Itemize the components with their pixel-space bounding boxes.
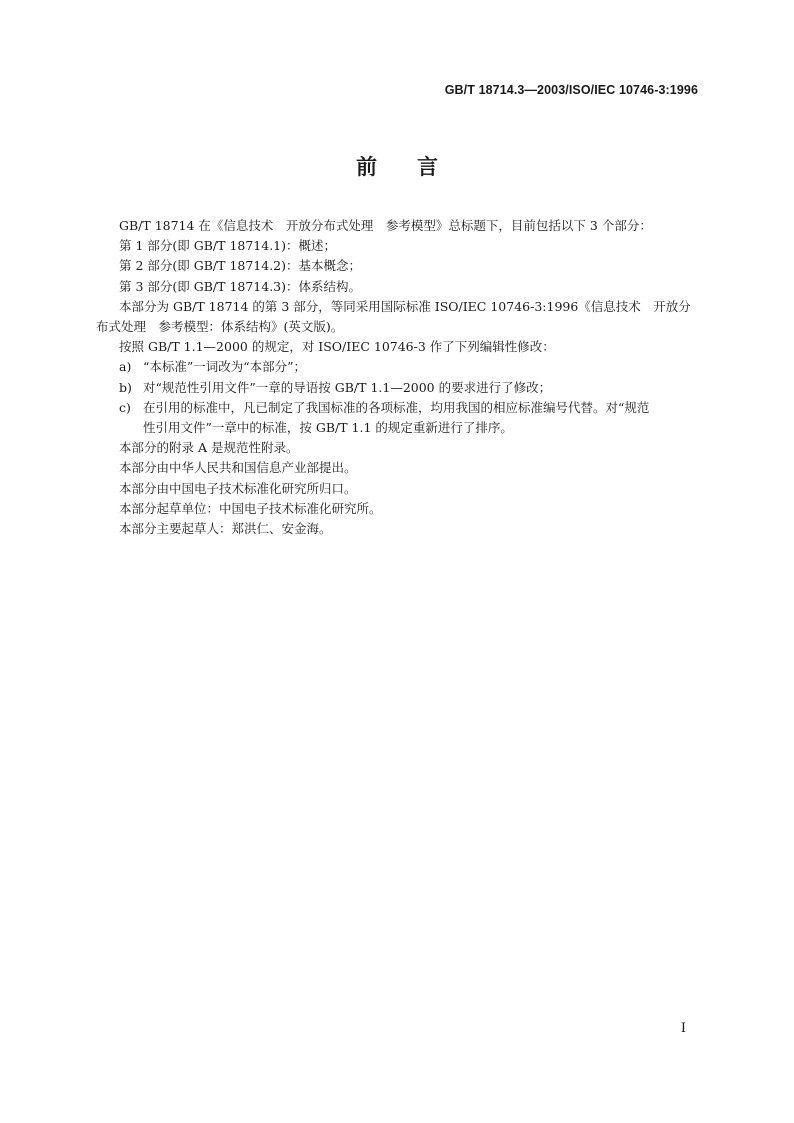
list-item-text: “本标准”一词改为“本部分”； bbox=[143, 359, 307, 375]
paragraph-modifications-intro: 按照 GB/T 1.1—2000 的规定，对 ISO/IEC 10746-3 作了下列编辑性修改： bbox=[119, 339, 555, 355]
paragraph-responsible: 本部分由中国电子技术标准化研究所归口。 bbox=[119, 480, 357, 496]
list-item-label: a) bbox=[119, 359, 132, 375]
paragraph-adoption-line2: 布式处理 参考模型：体系结构》(英文版)。 bbox=[96, 319, 344, 335]
paragraph-proposer: 本部分由中华人民共和国信息产业部提出。 bbox=[119, 460, 357, 476]
page-title: 前言 bbox=[356, 155, 478, 179]
paragraph-adoption-line1: 本部分为 GB/T 18714 的第 3 部分，等同采用国际标准 ISO/IEC 10746-3:1996《信息技术 开放分 bbox=[119, 298, 691, 314]
paragraph-part-overview: GB/T 18714 在《信息技术 开放分布式处理 参考模型》总标题下，目前包括以下 3 个部分： bbox=[119, 218, 652, 233]
list-item bbox=[119, 398, 709, 418]
list-item bbox=[119, 378, 709, 398]
list-item-text: 对“规范性引用文件”一章的导语按 GB/T 1.1—2000 的要求进行了修改； bbox=[143, 379, 552, 395]
paragraph-drafting-unit: 本部分起草单位：中国电子技术标准化研究所。 bbox=[119, 500, 382, 516]
list-item-continuation: 性引用文件”一章中的标准，按 GB/T 1.1 的规定重新进行了排序。 bbox=[143, 420, 513, 436]
paragraph-part-2: 第 2 部分(即 GB/T 18714.2)：基本概念； bbox=[119, 258, 362, 274]
paragraph-drafters: 本部分主要起草人：郑洪仁、安金海。 bbox=[119, 521, 332, 537]
foreword-body bbox=[96, 216, 709, 539]
paragraph-part-3: 第 3 部分(即 GB/T 18714.3)：体系结构。 bbox=[119, 278, 362, 294]
paragraph-part-1: 第 1 部分(即 GB/T 18714.1)：概述； bbox=[119, 238, 337, 254]
list-item-text: 在引用的标准中，凡已制定了我国标准的各项标准，均用我国的相应标准编号代替。对“规范 bbox=[143, 399, 650, 415]
standard-number-header: GB/T 18714.3—2003/ISO/IEC 10746-3:1996 bbox=[444, 83, 698, 97]
list-item bbox=[119, 357, 709, 377]
page-number: I bbox=[680, 1021, 686, 1036]
list-item-label: b) bbox=[119, 379, 132, 395]
list-item-label: c) bbox=[119, 399, 131, 415]
paragraph-annex: 本部分的附录 A 是规范性附录。 bbox=[119, 440, 299, 456]
